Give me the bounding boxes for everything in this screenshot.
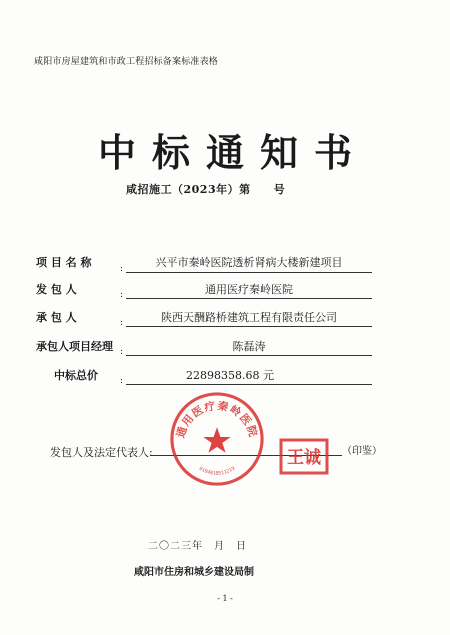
colon: : (120, 318, 124, 328)
official-seal-icon (168, 390, 266, 488)
employer-label: 发 包 人 (36, 283, 77, 296)
employer-value: 通用医疗秦岭医院 (205, 283, 293, 296)
colon: : (120, 290, 124, 300)
bid-price-value: 22898358.68 元 (186, 369, 274, 382)
seal-note: （印鉴） (342, 446, 382, 457)
contractor-value: 陕西天酬路桥建筑工程有限责任公司 (161, 311, 337, 324)
underline (126, 326, 372, 327)
underline (126, 272, 372, 273)
svg-text:6104810511219 (198, 466, 236, 477)
colon: : (120, 347, 124, 357)
underline (126, 298, 372, 299)
underline (126, 355, 372, 356)
underline (126, 384, 372, 385)
seal-text: 通用医疗秦岭医院 (173, 399, 261, 440)
header-note: 咸阳市房屋建筑和市政工程招标备案标准表格 (34, 57, 219, 67)
colon: : (120, 376, 124, 386)
document-number: 咸招施工（2023年）第 号 (126, 183, 286, 196)
representative-label: 发包人及法定代表人: (50, 446, 153, 459)
project-name-value: 兴平市秦岭医院透析肾病大楼新建项目 (155, 256, 343, 269)
colon: : (120, 264, 124, 274)
date: 二〇二三年 月 日 (148, 541, 247, 552)
issuer: 咸阳市住房和城乡建设局制 (134, 567, 254, 578)
project-name-label: 项 目 名 称 (36, 256, 92, 269)
stamp-text: 王诚 (287, 448, 321, 468)
project-manager-value: 陈磊涛 (232, 340, 266, 353)
contractor-label: 承 包 人 (36, 311, 77, 324)
document-title: 中标通知书 (97, 131, 368, 175)
page-number: - 1 - (217, 594, 233, 603)
project-manager-label: 承包人项目经理 (36, 340, 113, 353)
bid-price-label: 中标总价 (54, 369, 98, 382)
seal-code: 6104810511219 (197, 465, 237, 477)
name-stamp-icon (279, 438, 329, 475)
